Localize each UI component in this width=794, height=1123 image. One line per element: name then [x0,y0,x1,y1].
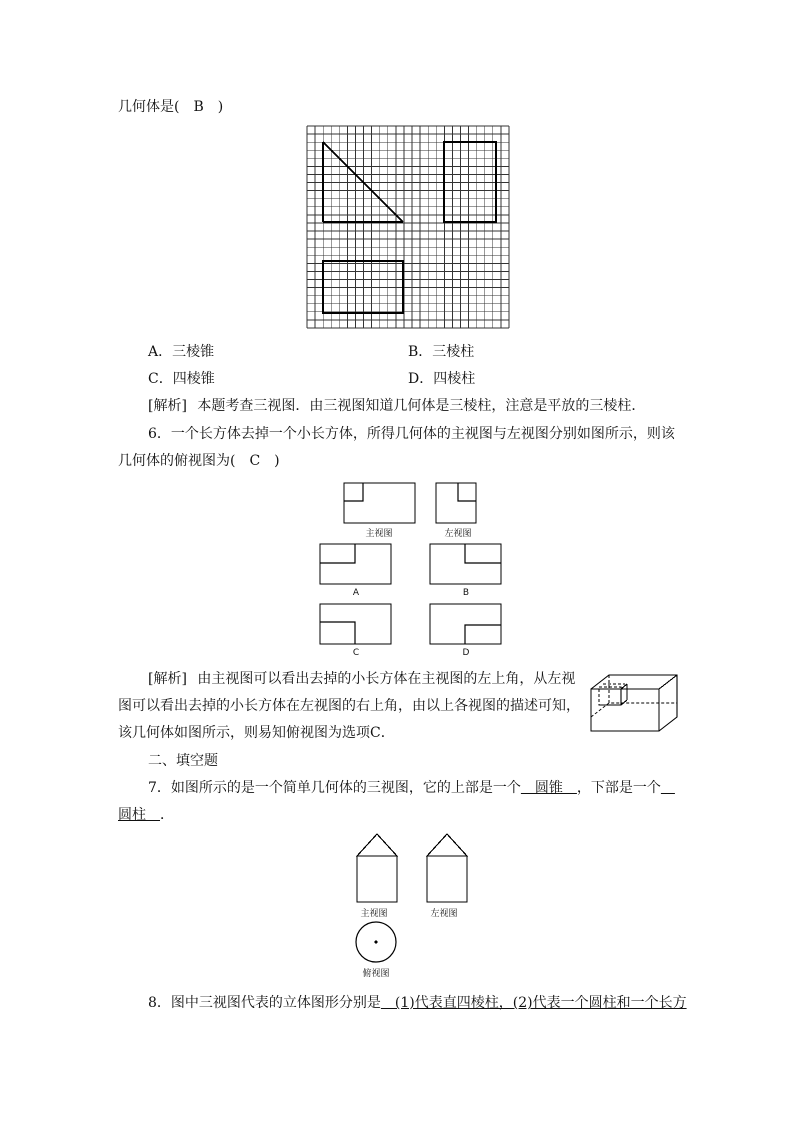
q7-caption-left: 左视图 [430,909,458,919]
q6-figures [315,480,515,650]
q6-analysis-line1: [解析] 由主视图可以看出去掉的小长方体在主视图的左上角，从左视 [148,671,576,687]
q7-front-cylinder [357,856,397,902]
q6-solid-sketch [589,673,681,735]
analysis-text: 本题考查三视图．由三视图知道几何体是三棱柱，注意是平放的三棱柱． [197,398,646,414]
q5-stem-tail: 几何体是( B ) [118,99,224,115]
q6-left-view [436,483,476,523]
q6-caption-c[interactable]: C [352,648,360,658]
q6-stem-line1: 6．一个长方体去掉一个小长方体，所得几何体的主视图与左视图分别如图所示，则该 [148,426,675,442]
q6-front-view [344,483,415,523]
q5-option-d[interactable]: D．四棱柱 [408,371,476,387]
analysis-label: [解析] [148,671,187,687]
q6-caption-front: 主视图 [365,529,393,539]
q6-caption-left: 左视图 [444,529,472,539]
q6-caption-d[interactable]: D [462,648,470,658]
q7-left-cylinder [427,856,467,902]
q7-caption-top: 俯视图 [362,969,390,979]
q8-stem-line1: 8．图中三视图代表的立体图形分别是 (1)代表直四棱柱，(2)代表一个圆柱和一个长方 [148,995,687,1011]
q5-three-view-grid [307,126,509,328]
q5-option-b[interactable]: B．三棱柱 [408,344,475,360]
q7-blank-1[interactable]: 圆锥 [520,780,577,796]
q7-blank-2-start[interactable] [661,780,675,796]
q6-caption-a[interactable]: A [352,588,360,598]
q6-analysis-line2: 图可以看出去掉的小长方体在左视图的右上角，由以上各视图的描述可知， [118,698,580,714]
q7-front-cone [357,834,397,856]
grid-front-diagonal [323,142,403,222]
q5-analysis [148,397,645,415]
q6-stem-line2: 几何体的俯视图为( C ) [118,453,280,469]
grid-top-view [323,261,403,313]
q7-stem-line1: 7．如图所示的是一个简单几何体的三视图，它的上部是一个 圆锥 ，下部是一个 [148,779,675,797]
q7-blank-2-end[interactable]: 圆柱 [118,807,160,823]
q7-left-cone [427,834,467,856]
section-title-fill-blank: 二、填空题 [148,753,218,769]
q6-caption-b[interactable]: B [462,588,470,598]
q7-stem-line2: 圆柱 ． [118,807,174,823]
q5-option-a[interactable]: A．三棱锥 [148,344,215,360]
q7-caption-front: 主视图 [360,909,388,919]
q5-option-c[interactable]: C．四棱锥 [148,371,215,387]
q8-blank[interactable]: (1)代表直四棱柱，(2)代表一个圆柱和一个长方 [380,995,687,1011]
analysis-label: [解析] [148,398,187,414]
q7-figures [345,830,475,980]
q6-analysis-line3: 该几何体如图所示，则易知俯视图为选项C． [118,725,395,741]
grid-side-view [444,142,496,222]
